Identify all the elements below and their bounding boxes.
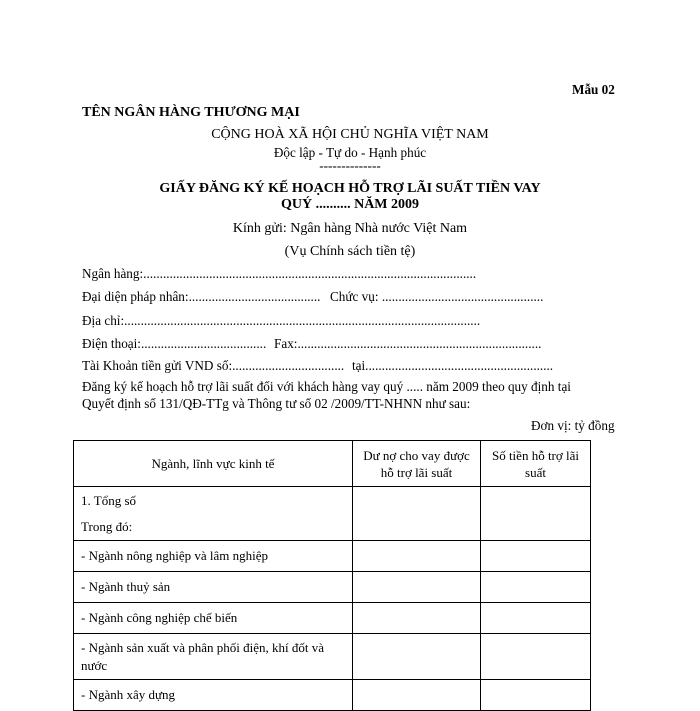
country-name: CỘNG HOÀ XÃ HỘI CHỦ NGHĨA VIỆT NAM bbox=[211, 127, 489, 142]
table-row bbox=[74, 634, 591, 680]
cell-construction-support[interactable] bbox=[481, 680, 591, 711]
cell-construction-outstanding[interactable] bbox=[353, 680, 481, 711]
cell-fishery-outstanding[interactable] bbox=[353, 572, 481, 603]
table-row bbox=[74, 603, 591, 634]
fax-field: Fax:.......................................................................... bbox=[274, 336, 542, 351]
table-row bbox=[74, 487, 591, 541]
declaration-line2: Quyết định số 131/QĐ-TTg và Thông tư số 02 /2009/TT-NHNN như sau: bbox=[82, 396, 471, 411]
motto-divider: -------------- bbox=[319, 158, 381, 173]
motto: Độc lập - Tự do - Hạnh phúc bbox=[273, 145, 427, 160]
position-field: Chức vụ: ................................................. bbox=[330, 289, 544, 304]
document-title: GIẤY ĐĂNG KÝ KẾ HOẠCH HỖ TRỢ LÃI SUẤT TIỀN VAY bbox=[159, 181, 541, 196]
unit-label: Đơn vị: tỷ đồng bbox=[531, 418, 615, 433]
account-bank-field: tại......................................................... bbox=[352, 358, 554, 373]
recipient: Kính gửi: Ngân hàng Nhà nước Việt Nam bbox=[232, 221, 468, 236]
row-fishery-label: - Ngành thuỷ sản bbox=[74, 572, 353, 603]
row-total-label: 1. Tổng số Trong đó: bbox=[74, 487, 353, 541]
bank-field: Ngân hàng:..................................................................................................... bbox=[82, 266, 477, 281]
cell-fishery-support[interactable] bbox=[481, 572, 591, 603]
table-row bbox=[74, 680, 591, 711]
cell-energy-support[interactable] bbox=[481, 634, 591, 680]
document-period: QUÝ .......... NĂM 2009 bbox=[280, 197, 420, 212]
header-sector: Ngành, lĩnh vực kinh tế bbox=[74, 441, 353, 487]
department: (Vụ Chính sách tiền tệ) bbox=[284, 244, 416, 259]
declaration-line1: Đăng ký kế hoạch hỗ trợ lãi suất đối với khách hàng vay quý ..... năm 2009 theo quy định tại bbox=[82, 379, 571, 394]
cell-agriculture-support[interactable] bbox=[481, 541, 591, 572]
account-field: Tài Khoản tiền gửi VND số:.................................. bbox=[82, 358, 345, 373]
table-row bbox=[74, 541, 591, 572]
cell-manufacturing-support[interactable] bbox=[481, 603, 591, 634]
row-construction-label: - Ngành xây dựng bbox=[74, 680, 353, 711]
phone-field: Điện thoại:...................................... bbox=[82, 336, 267, 351]
bank-header: TÊN NGÂN HÀNG THƯƠNG MẠI bbox=[82, 105, 300, 120]
sector-table bbox=[73, 440, 591, 711]
address-field: Địa chỉ:............................................................................................................ bbox=[82, 313, 481, 328]
form-code: Mẫu 02 bbox=[572, 82, 615, 97]
cell-energy-outstanding[interactable] bbox=[353, 634, 481, 680]
row-manufacturing-label: - Ngành công nghiệp chế biến bbox=[74, 603, 353, 634]
header-support-amount: Số tiền hỗ trợ lãi suất bbox=[481, 441, 591, 487]
cell-total-outstanding[interactable] bbox=[353, 487, 481, 541]
cell-agriculture-outstanding[interactable] bbox=[353, 541, 481, 572]
representative-field: Đại diện pháp nhân:........................................ bbox=[82, 289, 321, 304]
row-agriculture-label: - Ngành nông nghiệp và lâm nghiệp bbox=[74, 541, 353, 572]
table-row bbox=[74, 572, 591, 603]
cell-manufacturing-outstanding[interactable] bbox=[353, 603, 481, 634]
table-header-row bbox=[74, 441, 591, 487]
row-energy-label: - Ngành sản xuất và phân phối điện, khí đốt và nước bbox=[74, 634, 353, 680]
header-outstanding: Dư nợ cho vay được hỗ trợ lãi suất bbox=[353, 441, 481, 487]
cell-total-support[interactable] bbox=[481, 487, 591, 541]
